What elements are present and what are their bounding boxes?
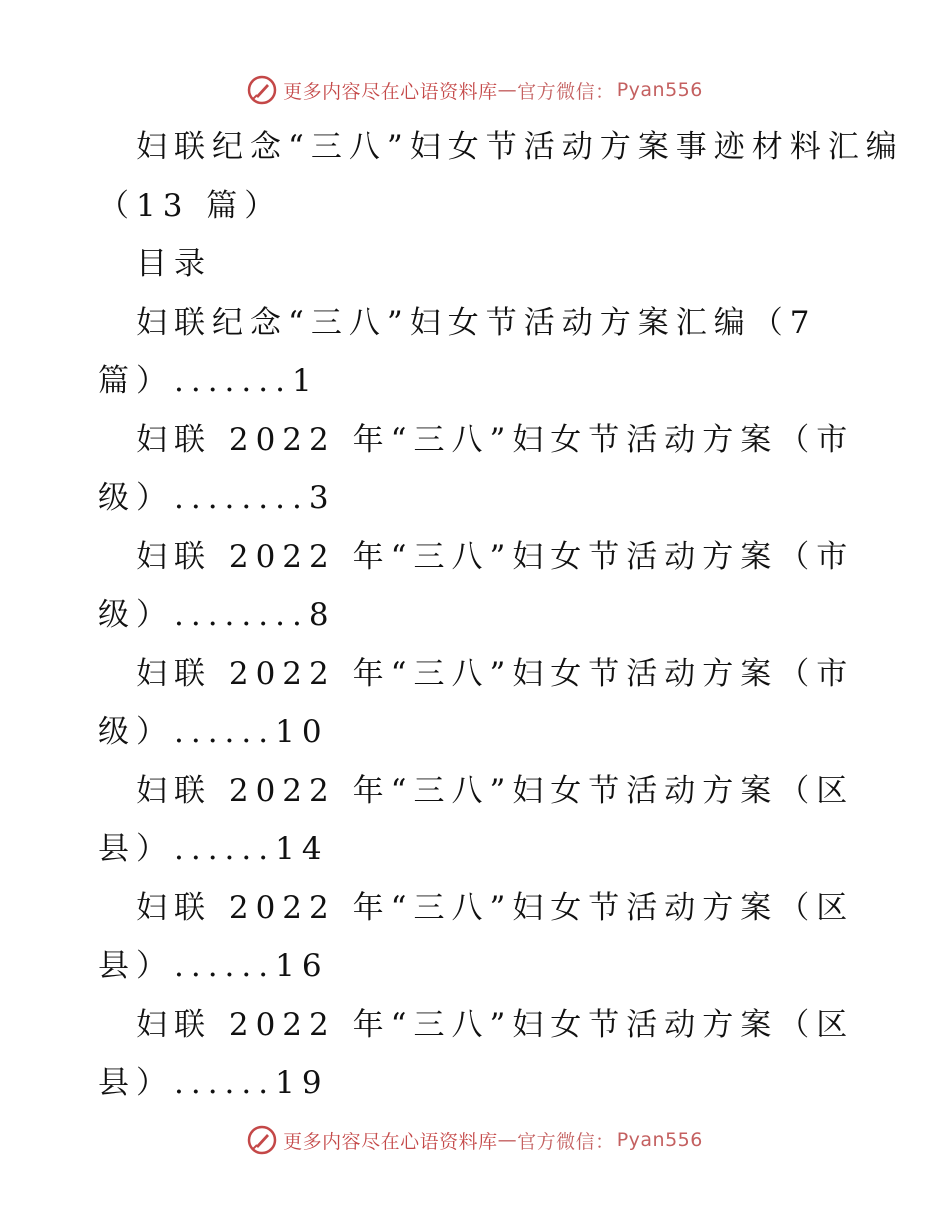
toc-heading: 目录 [136, 246, 212, 282]
quill-logo-icon [247, 1125, 277, 1155]
quill-logo-icon [247, 75, 277, 105]
watermark-separator: — [497, 79, 518, 101]
watermark-separator: — [497, 1129, 518, 1151]
watermark-wechat-label: 官方微信： [517, 1130, 615, 1153]
toc-entry-4-continued: 级）......10 [98, 714, 329, 750]
watermark-handle: Pyan556 [616, 1129, 703, 1151]
toc-entry-5-continued: 县）......14 [98, 831, 329, 867]
toc-entry-2-continued: 级）........3 [98, 480, 336, 516]
toc-entry-7-continued: 县）......19 [98, 1065, 329, 1101]
toc-entry-3-continued: 级）........8 [98, 597, 336, 633]
header-watermark [0, 72, 950, 108]
watermark-wechat-label: 官方微信： [517, 80, 615, 103]
toc-entry-5: 妇联 2022 年“三八”妇女节活动方案（区 [136, 772, 855, 809]
document-title: 妇联纪念“三八”妇女节活动方案事迹材料汇编 [136, 129, 904, 165]
toc-entry-1: 妇联纪念“三八”妇女节活动方案汇编（7 [136, 304, 817, 341]
document-body [98, 118, 904, 1113]
toc-entry-6: 妇联 2022 年“三八”妇女节活动方案（区 [136, 889, 855, 926]
watermark-handle: Pyan556 [616, 79, 703, 101]
footer-watermark [0, 1122, 950, 1158]
toc-entry-4: 妇联 2022 年“三八”妇女节活动方案（市 [136, 655, 855, 692]
toc-entry-6-continued: 县）......16 [98, 948, 329, 984]
toc-entry-7: 妇联 2022 年“三八”妇女节活动方案（区 [136, 1006, 855, 1043]
watermark-text: 更多内容尽在心语资料库 [283, 1130, 498, 1153]
document-title-continued: （13 篇） [98, 187, 283, 224]
watermark-text: 更多内容尽在心语资料库 [283, 80, 498, 103]
toc-entry-2: 妇联 2022 年“三八”妇女节活动方案（市 [136, 421, 855, 458]
toc-entry-1-continued: 篇）.......1 [98, 363, 319, 399]
toc-entry-3: 妇联 2022 年“三八”妇女节活动方案（市 [136, 538, 855, 575]
